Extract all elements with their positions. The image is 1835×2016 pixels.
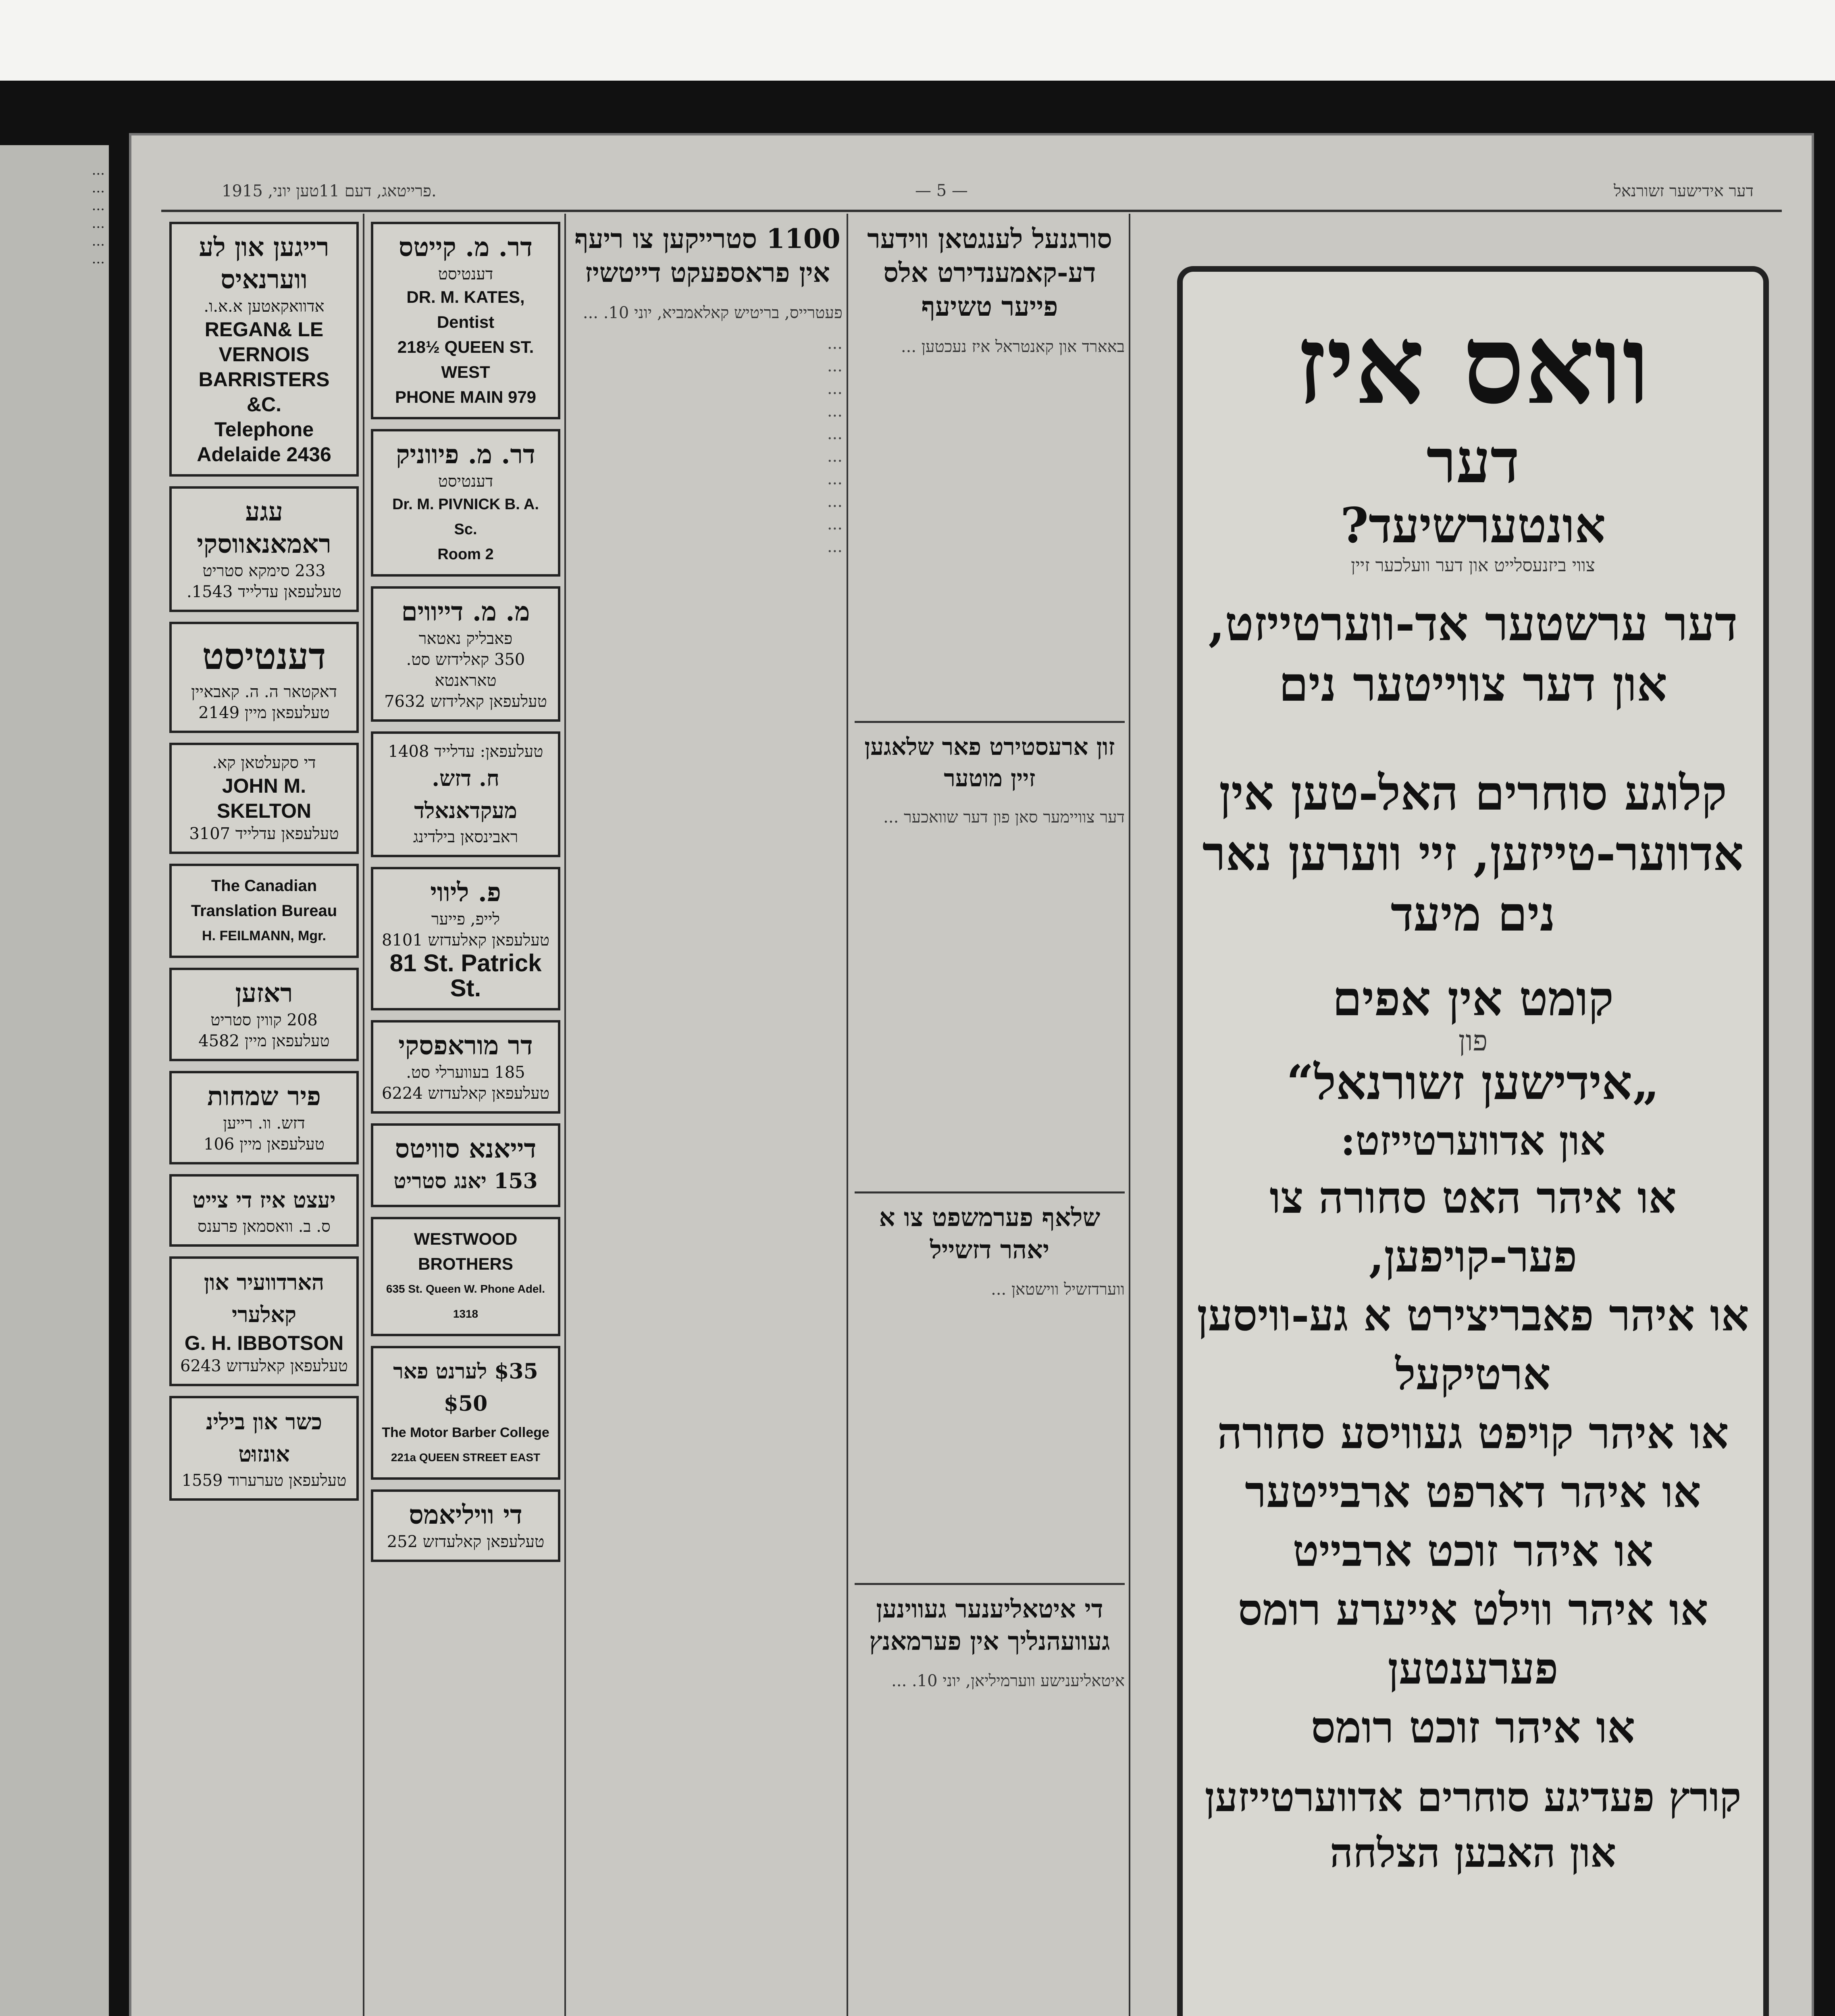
big-ad-line2: דער	[1426, 426, 1520, 497]
ad-title: פ. ליווי	[430, 877, 501, 908]
big-ad-head4: קומט אין אפים	[1332, 971, 1614, 1027]
article-body: באארד און קאנטראל איז נעכטען ...	[901, 337, 1125, 356]
ad-simchas	[169, 1071, 359, 1164]
page-top-margin	[0, 0, 1835, 81]
ad-line: ראבינסאן בילדינג	[413, 828, 518, 846]
big-ad-head2: דער ערשטער אד-ווערטייזט, און דער צווייטער נים	[1208, 596, 1738, 712]
ad-english: Dr. M. PIVNICK B. A. Sc.	[392, 496, 539, 538]
ad-title: The Canadian Translation Bureau	[191, 877, 337, 920]
column-rule	[363, 214, 364, 2016]
article-headline: שלאף פערמשפט צו א יאהר דזשייל	[855, 1191, 1125, 1266]
article-column-1	[572, 222, 843, 558]
ad-line: 153 יאנג סטריט	[393, 1169, 538, 1193]
ad-barber-college	[371, 1346, 560, 1480]
article-body: פעטרייס, בריטיש קאלאמביא, יוני 10. ...	[583, 304, 843, 322]
ad-moravsky	[371, 1020, 560, 1114]
big-ad-line3: אונטערשיעד?	[1340, 497, 1606, 554]
article-headline: סורגנעל לענגטאן ווידער דע-קאמענדירט אלס פייער טשיעף	[867, 223, 1112, 322]
ad-regan	[169, 222, 359, 477]
ad-line: H. FEILMANN, Mgr.	[202, 928, 326, 943]
ad-title: ח. דזש. מעקדאנאלד	[414, 765, 517, 823]
ad-pivnick	[371, 429, 560, 577]
ad-line: טעלעפאן מיין 4582	[198, 1032, 330, 1050]
page-header	[165, 181, 1778, 206]
ad-davis	[371, 586, 560, 722]
ad-line: 185 בעווערלי סט.	[406, 1063, 525, 1082]
ad-dentist	[169, 622, 359, 733]
ad-line: 233 סימקא סטריט	[202, 562, 326, 580]
ad-sub: לייפ, פייער	[431, 910, 500, 929]
ads-column-left	[169, 222, 359, 1510]
article-headline: זון ארעסטירט פאר שלאגען זיין מוטער	[855, 721, 1125, 794]
big-ad-point: או איהר דארפט ארבייטער	[1245, 1467, 1701, 1518]
ad-line: דאקטאר ה. ה. קאבאיין	[191, 683, 337, 701]
newspaper-page	[129, 133, 1814, 2016]
header-paper-name: דער אידישער זשורנאל	[1614, 182, 1754, 200]
ad-line: אדוואקאטען א.א.ו.	[204, 297, 325, 316]
ad-ibbotson	[169, 1256, 359, 1386]
header-rule	[161, 210, 1782, 212]
ad-title: WESTWOOD BROTHERS	[414, 1229, 518, 1273]
ad-english: G. H. IBBOTSON	[184, 1332, 344, 1354]
ad-title: הארדוועיר און קאלערי	[204, 1269, 325, 1327]
ad-line: 208 קווין סטריט	[210, 1011, 318, 1029]
ad-english: DR. M. KATES, Dentist	[406, 287, 525, 331]
ad-line: ס. ב. וואסמאן פרענס	[198, 1217, 331, 1236]
ad-line: טעלעפאן טערערוד 1559	[181, 1471, 347, 1490]
column-rule	[1129, 214, 1130, 2016]
article-body: איטאליענישע ווערמיליאן, יוני 10. ...	[891, 1672, 1125, 1690]
ad-diana-sweets	[371, 1123, 560, 1207]
ad-english: REGAN& LE VERNOIS	[204, 318, 324, 366]
ad-line: דזש. וו. רייען	[223, 1114, 305, 1133]
ad-english: PHONE MAIN 979	[395, 387, 537, 406]
article-headline: 1100 סטרייקען צו ריעף אין פראספעקט דייטשיז	[574, 223, 841, 288]
ad-line: טעלעפאן עדלייד 3107	[189, 825, 339, 843]
ad-macdonald	[371, 731, 560, 857]
ad-english: BARRISTERS &C.	[198, 368, 330, 416]
header-page-number: — 5 —	[915, 181, 968, 200]
ad-english: JOHN M. SKELTON	[216, 775, 312, 822]
ad-sub: דענטיסט	[438, 265, 493, 283]
ad-title: מ. מ. דייווים	[401, 597, 530, 627]
ad-williams	[371, 1489, 560, 1562]
ad-kates	[371, 222, 560, 419]
ad-title: כשר און בילינ אונזוּט	[206, 1409, 322, 1467]
ad-westwood	[371, 1217, 560, 1336]
ad-english: Room 2	[437, 546, 494, 563]
ad-line: טעלעפאן קאלעדזש 6224	[382, 1084, 549, 1103]
ad-title: דייאנא סוויטס	[395, 1134, 537, 1164]
ad-english: 635 St. Queen W. Phone Adel. 1318	[386, 1283, 545, 1320]
ad-line: טעלעפאן מיין 2149	[198, 704, 330, 722]
ad-skelton	[169, 743, 359, 854]
ad-levy	[371, 867, 560, 1010]
article-body: דער צוויימער סאן פון דער שוואכער ...	[883, 808, 1125, 827]
big-ad-head3: קלוגע סוחרים האל-טען אין אדווער-טייזען, זיי ווערען נאר נים מיעד	[1202, 765, 1744, 942]
left-page-fragment	[0, 145, 109, 2016]
big-ad-fun: פון	[1458, 1024, 1488, 1057]
ad-line: טעלעפאן קאלידזש 7632	[384, 692, 547, 711]
ad-line: 350 קאלידזש סט. טאראנטא	[406, 650, 525, 690]
ads-column-middle	[371, 222, 560, 1572]
column-rule	[847, 214, 848, 2016]
ad-line: טעלעפאן קאלעדזש 8101	[382, 931, 549, 950]
big-ad-line1: וואס איז	[1296, 300, 1650, 429]
ad-line: טעלעפאן קאלעדזש 6243	[180, 1357, 348, 1375]
big-ad-sub: צווי ביזנעסלייט און דער וועלכער זיין	[1351, 555, 1595, 576]
ad-english: 221a QUEEN STREET EAST	[391, 1451, 541, 1464]
ad-rosen	[169, 968, 359, 1061]
big-ad-point: או איהר ווילט אייערע רומס פערענטען	[1238, 1585, 1708, 1694]
ad-line: טעלעפאן מיין 106	[204, 1135, 325, 1154]
header-date: פרייטאג, דעם 11טען יוני, 1915.	[222, 182, 437, 200]
ad-title: דענטיסט	[202, 635, 326, 678]
ad-line: טעלעפאן עדלייד 1543.	[186, 583, 342, 601]
big-ad-paper: „אידישען זשורנאל“	[1286, 1054, 1660, 1110]
ad-title: דר. מ. פיווניק	[396, 439, 535, 470]
ad-wasserman	[169, 1174, 359, 1247]
article-headline: די איטאליענער געווינען געוועהנליך אין פערמאנץ	[855, 1583, 1125, 1658]
ad-title: פיר שמחות	[207, 1081, 321, 1112]
ad-title: עגע ראמאנאווסקי	[197, 497, 331, 559]
ad-title: דר מוראפסקי	[398, 1031, 533, 1061]
ad-title: די וויליאמס	[409, 1500, 522, 1530]
ad-title: דר. מ. קייטס	[398, 232, 533, 262]
ad-title: יעצט איז די צייט	[192, 1187, 336, 1213]
ad-title: ראזען	[235, 978, 293, 1008]
article-body-filler: ... ... ... ... ... ... ... ... ... ...	[827, 334, 843, 556]
big-ad-point: או איהר האט סחורה צו פער-קויפען,	[1269, 1173, 1677, 1282]
big-ad-un: און אדווערטייזט:	[1340, 1117, 1606, 1164]
ad-title: די סקעלטאן קא.	[212, 754, 316, 772]
ad-translation-bureau	[169, 864, 359, 958]
ad-english: The Motor Barber College	[382, 1425, 549, 1440]
big-ad-footer: קורץ פעדיגע סוחרים אדווערטייזען און האבען הצלחה	[1205, 1773, 1741, 1876]
article-column-2	[855, 222, 1125, 1692]
ad-romanowsky	[169, 486, 359, 612]
ad-title: רייגען און לע ווערנאיס	[199, 232, 329, 295]
ad-line: טעלעפאן קאלעדזש 252	[387, 1533, 545, 1551]
ad-title: $35 לערנט פאר $50	[393, 1359, 538, 1416]
ad-english: 218½ QUEEN ST. WEST	[397, 337, 534, 381]
big-ad-point: או איהר זוכט ארבייט	[1292, 1526, 1654, 1577]
advertise-here-ad	[1177, 266, 1769, 2016]
ad-sub: פאבליק נאטאר	[418, 629, 513, 648]
big-ad-point: או איהר קויפט געוויסע סחורה	[1217, 1408, 1729, 1459]
column-rule	[564, 214, 566, 2016]
ad-english: Telephone Adelaide 2436	[197, 418, 331, 466]
ad-sub: דענטיסט	[438, 472, 493, 491]
left-page-text: ... ... ... ... ... ...	[92, 162, 105, 267]
big-ad-point: או איהר פאבריצירט א גע-וויסען ארטיקעל	[1197, 1290, 1749, 1400]
article-body: ווערדזשיל ווישטאן ...	[991, 1280, 1125, 1299]
ad-kosher	[169, 1396, 359, 1501]
big-ad-point: או איהר זוכט רומס	[1311, 1702, 1635, 1753]
ad-english: 81 St. Patrick St.	[389, 950, 542, 1002]
ad-sub: טעלעפאן: עדלייד 1408	[388, 742, 543, 761]
